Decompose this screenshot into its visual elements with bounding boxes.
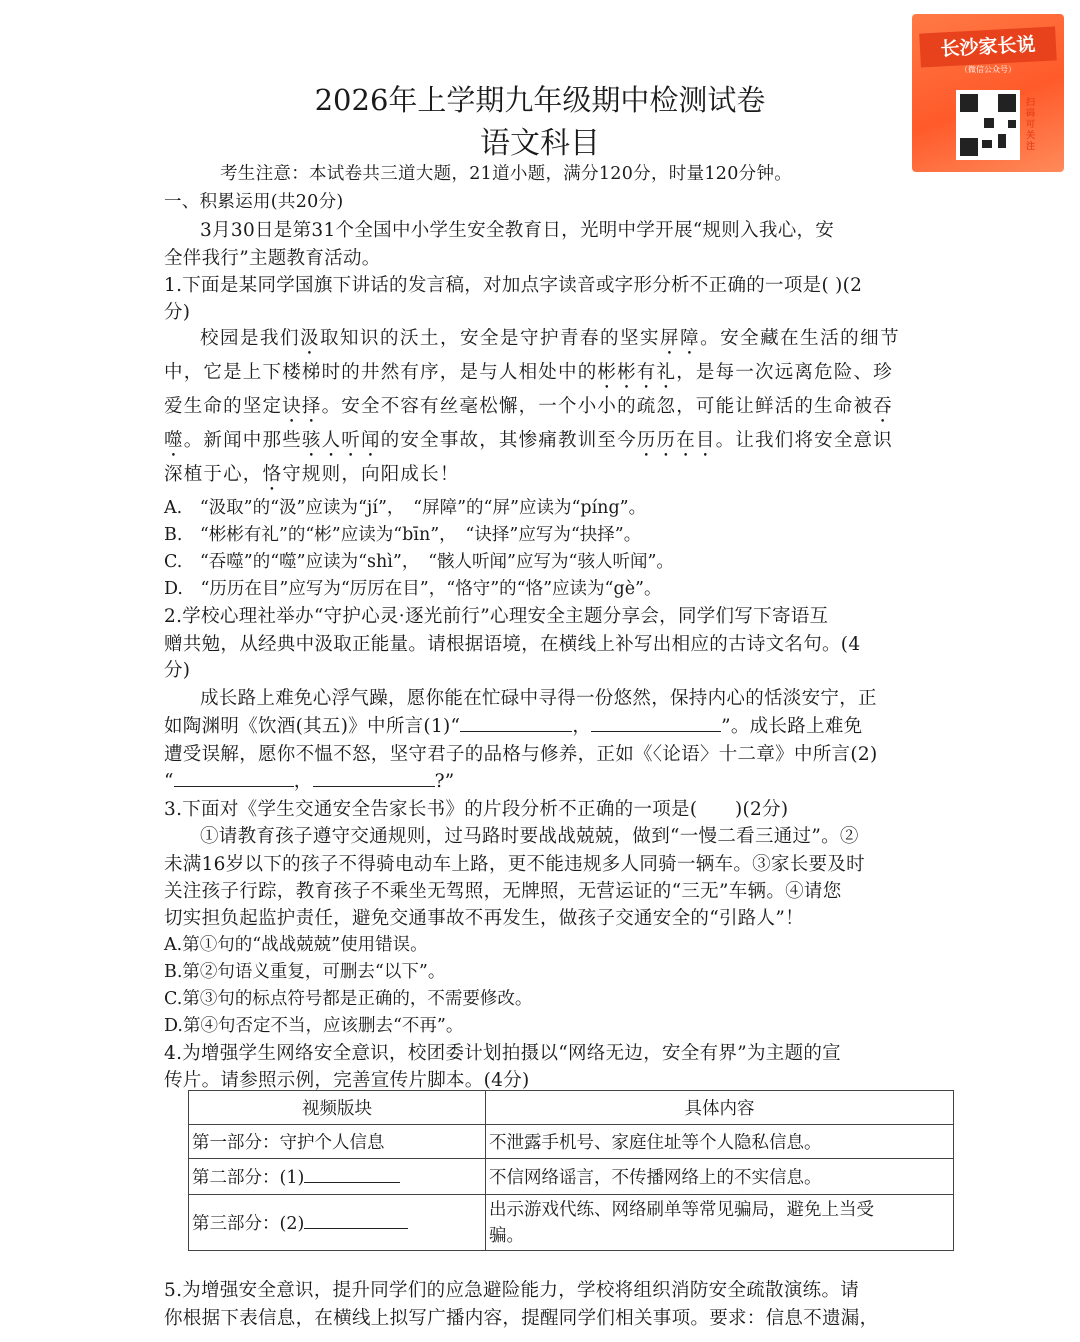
q4-table: [188, 1090, 954, 1251]
q1-option-b: B. “彬彬有礼”的“彬”应读为“bīn”， “诀择”应写为“抉择”。: [164, 525, 642, 545]
q3-passage-line2: 未满16岁以下的孩子不得骑电动车上路，更不能违规多人同骑一辆车。③家长要及时: [164, 854, 865, 875]
table-header: 视频版块: [189, 1091, 486, 1125]
q3-passage-line1: ①请教育孩子遵守交通规则，过马路时要战战兢兢，做到“一慢二看三通过”。②: [200, 826, 859, 847]
exam-subject: 语文科目: [480, 126, 600, 161]
q3-passage-line4: 切实担负起监护责任，避免交通事故不再发生，做孩子交通安全的“引路人”！: [164, 908, 804, 929]
q2-blank-1a[interactable]: [460, 713, 572, 732]
badge-side: 扫码可关注: [1026, 98, 1036, 152]
q1-option-c: C. “吞噬”的“噬”应读为“shì”， “骸人听闻”应写为“骇人听闻”。: [164, 552, 674, 572]
q3-passage-line3: 关注孩子行踪，教育孩子不乘坐无驾照，无牌照，无营运证的“三无”车辆。④请您: [164, 881, 842, 902]
table-cell: 不泄露手机号、家庭住址等个人隐私信息。: [486, 1125, 954, 1159]
table-cell: 不信网络谣言，不传播网络上的不实信息。: [486, 1159, 954, 1195]
q3-stem: 3.下面对《学生交通安全告家长书》的片段分析不正确的一项是( )(2分): [164, 799, 789, 820]
table-header: 具体内容: [486, 1091, 954, 1125]
section-intro-line2: 全伴我行”主题教育活动。: [164, 248, 381, 269]
q2-passage-line1: 成长路上难免心浮气躁，愿你能在忙碌中寻得一份悠然，保持内心的恬淡安宁，正: [200, 688, 877, 709]
exam-notice: 考生注意：本试卷共三道大题，21道小题，满分120分，时量120分钟。: [220, 164, 793, 184]
q4-stem-line1: 4.为增强学生网络安全意识，校团委计划拍摄以“网络无边，安全有界”为主题的宣: [164, 1043, 841, 1064]
exam-title: 2026年上学期九年级期中检测试卷: [314, 83, 766, 117]
q2-passage-line4: “ ， ?”: [164, 767, 455, 793]
q1-stem-line1: 1.下面是某同学国旗下讲话的发言稿，对加点字读音或字形分析不正确的一项是( )(2: [164, 275, 863, 296]
section-heading: 一、积累运用(共20分): [164, 192, 344, 212]
table-row: [189, 1125, 954, 1159]
q4-blank-2[interactable]: [304, 1210, 408, 1229]
table-cell: 第一部分：守护个人信息: [189, 1125, 486, 1159]
q1-option-d: D. “历历在目”应写为“厉厉在目”，“恪守”的“恪”应读为“gè”。: [164, 579, 662, 599]
table-cell: 出示游戏代练、网络刷单等常见骗局，避免上当受 骗。: [486, 1195, 954, 1251]
badge-sub: （微信公众号）: [960, 65, 1016, 74]
q3-option-c: C.第③句的标点符号都是正确的，不需要修改。: [164, 989, 533, 1009]
q2-blank-2b[interactable]: [313, 768, 435, 787]
q5-stem-line1: 5.为增强安全意识，提升同学们的应急避险能力，学校将组织消防安全疏散演练。请: [164, 1280, 860, 1301]
q4-stem-line2: 传片。请参照示例，完善宣传片脚本。(4分): [164, 1070, 530, 1091]
badge-brand: 长沙家长说: [919, 26, 1057, 67]
table-header-row: [189, 1091, 954, 1125]
q2-stem-line1: 2.学校心理社举办“守护心灵·逐光前行”心理安全主题分享会，同学们写下寄语互: [164, 606, 829, 627]
section-intro-line1: 3月30日是第31个全国中小学生安全教育日，光明中学开展“规则入我心，安: [200, 220, 835, 241]
q1-passage-line1: 校园是我们汲取知识的沃土，安全是守护青春的坚实屏障。安全藏在生活的细节: [200, 328, 901, 349]
q1-stem-line2: 分): [164, 302, 191, 323]
q2-stem-line3: 分): [164, 660, 191, 681]
q1-passage-line5: 深植于心，恪守规则，向阳成长！: [164, 464, 460, 485]
q2-blank-1b[interactable]: [591, 713, 721, 732]
q2-blank-2a[interactable]: [174, 768, 294, 787]
q2-passage-line2: 如陶渊明《饮酒(其五)》中所言(1)“ ， ”。成长路上难免: [164, 712, 862, 738]
q5-stem-line2: 你根据下表信息，在横线上拟写广播内容，提醒同学们相关事项。要求：信息不遗漏，: [164, 1308, 879, 1329]
q3-option-d: D.第④句否定不当，应该删去“不再”。: [164, 1016, 464, 1036]
table-row: [189, 1159, 954, 1195]
q3-option-b: B.第②句语义重复，可删去“以下”。: [164, 962, 446, 982]
q1-passage-line4: 噬。新闻中那些骇人听闻的安全事故，其惨痛教训至今历历在目。让我们将安全意识: [164, 430, 893, 451]
q4-blank-1[interactable]: [304, 1164, 400, 1183]
q1-passage-line2: 中，它是上下楼梯时的井然有序，是与人相处中的彬彬有礼，是每一次远离危险、珍: [164, 362, 893, 383]
q2-stem-line2: 赠共勉，从经典中汲取正能量。请根据语境，在横线上补写出相应的古诗文名句。(4: [164, 634, 861, 655]
q3-option-a: A.第①句的“战战兢兢”使用错误。: [164, 935, 428, 955]
q1-option-a: A. “汲取”的“汲”应读为“jí”， “屏障”的“屏”应读为“píng”。: [164, 498, 647, 518]
table-cell: 第三部分：(2): [189, 1195, 486, 1251]
table-cell: 第二部分：(1): [189, 1159, 486, 1195]
q2-passage-line3: 遭受误解，愿你不愠不怒，坚守君子的品格与修养，正如《〈论语〉十二章》中所言(2): [164, 744, 878, 765]
q1-passage-line3: 爱生命的坚定诀择。安全不容有丝毫松懈，一个小小的疏忽，可能让鲜活的生命被吞: [164, 396, 893, 417]
table-row: [189, 1195, 954, 1251]
